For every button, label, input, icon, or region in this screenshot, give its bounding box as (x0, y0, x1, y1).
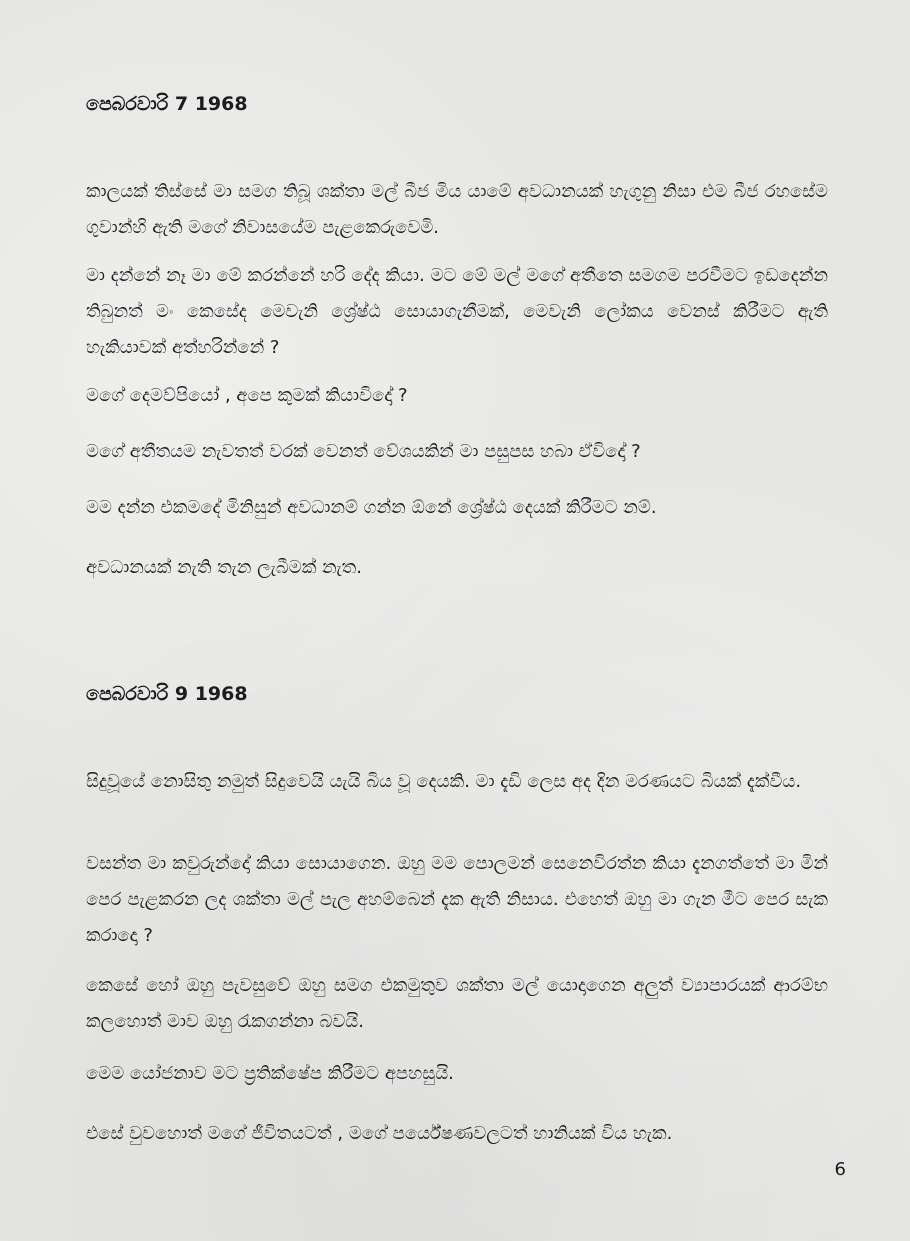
page-number: 6 (834, 1159, 846, 1180)
paragraph: මා දන්නේ නෑ මා මේ කරන්නේ හරි දේද කියා. මට මේ මල් මගේ අතීතෙ සමගම පරවීමට ඉඩදෙන්න තිබුනත් මං කෙසේද මෙවැනි ශ්‍රේෂ්ඨ සොයාගැනීමක්, මෙවැනි ලෝකය වෙනස් කිරීමට ඇති හැකියාවක් අත්හරින්නේ ? (86, 265, 828, 358)
paragraph: වසන්ත මා කවුරුන්දෝ කියා සොයාගෙන. ඔහු මම පොලමන් සෙනෙවිරත්න කියා දැනගත්තේ මා මින් පෙර පැළකරන ලද ශක්තා මල් පැල අහම්බෙන් දැක ඇති නිසාය. එහෙත් ඔහු මා ගැන මීට පෙර සැක කරාදො ? (86, 853, 828, 946)
entry-date-heading: පෙබරවාරි 9 1968 (86, 683, 248, 705)
paragraph: මම දන්න එකමදේ මිනිසුන් අවධානම් ගන්න ඕනේ ශ්‍රේෂ්ඨ දෙයක් කිරීමට නම්. (86, 497, 657, 518)
entry-date-heading: පෙබරවාරි 7 1968 (86, 93, 248, 115)
paragraph: මගේ දෙමව්පියෝ , අපෙ කුමක් කියාවිදෝ ? (86, 385, 408, 406)
paragraph: අවධානයක් නැති තැන ලැබීමක් නැත. (86, 557, 363, 578)
paragraph: මගේ අතීතයම නැවතත් වරක් වෙනත් වේශයකින් මා පසුපස හබා ඒවිදෝ ? (86, 441, 641, 462)
paragraph: කාලයක් තිස්සේ මා සමග තිබූ ශක්තා මල් බීජ මිය යාමේ අවධානයක් හැගුනු නිසා එම බීජ රහසේම ගුවාන්හි ඇති මගේ නිවාසයේම පැළකෙරුවෙමි. (86, 181, 828, 238)
paragraph: මෙම යෝජනාව මට ප්‍රතික්ෂේප කිරීමට අපහසුයි. (86, 1063, 454, 1084)
paragraph: සිදුවූයේ නොසිතු නමුත් සිදුවෙයි යැයි බිය වූ දෙයකි. මා දැඩි ලෙස අද දින මරණයට බියක් දැක්වීය. (86, 771, 802, 792)
paragraph: එසේ වුවහොත් මගේ ජීවිතයටත් , මගේ පර්යේෂණවලටත් හානියක් විය හැක. (86, 1123, 673, 1144)
paragraph: කෙසේ හෝ ඔහු පැවසුවේ ඔහු සමග එකමුතුව ශක්තා මල් යොදාගෙන අලුත් ව්‍යාපාරයක් ආරම්භ කලහොත් මාව ඔහු රැකගන්නා බවයි. (86, 975, 828, 1032)
